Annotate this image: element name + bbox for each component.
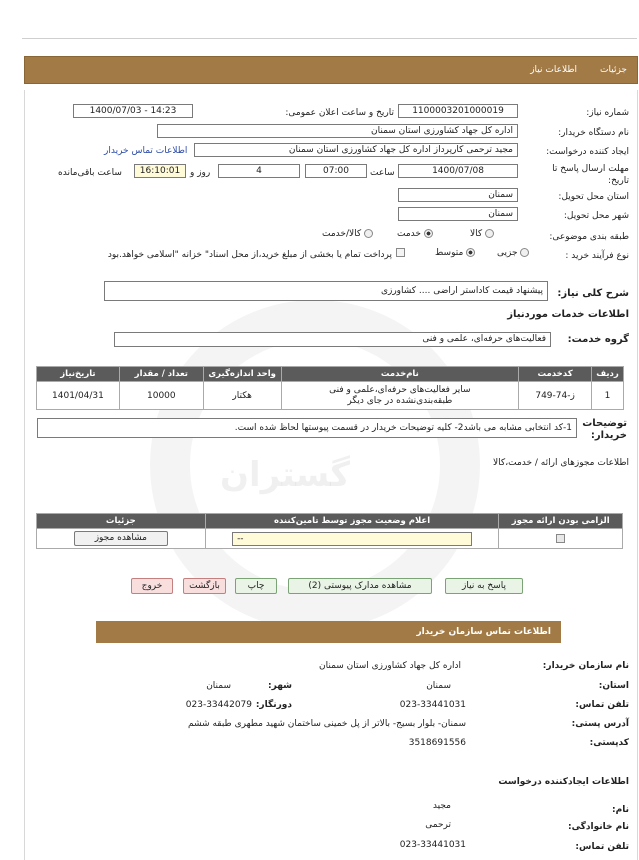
col-permit-details: جزئیات (37, 514, 206, 529)
contact-city-label: شهر: (268, 681, 292, 691)
contact-fax-value: 023-33442079 (185, 700, 252, 710)
province-field: سمنان (398, 188, 518, 202)
deadline-date-field: 1400/07/08 (398, 164, 518, 178)
time-label: ساعت (370, 168, 395, 178)
contact-org-label: نام سازمان خریدار: (542, 661, 629, 671)
permits-heading: اطلاعات مجوزهای ارائه / خدمت،کالا (493, 458, 629, 468)
cell-service-name: سایر فعالیت‌های حرفه‌ای،علمی و فنی طبقه‌بندی‌نشده در جای دیگر (281, 382, 519, 410)
purchase-small-radio[interactable] (520, 248, 529, 257)
days-field: 4 (218, 164, 300, 178)
payment-check-box[interactable] (396, 248, 405, 257)
cell-permit-status (205, 529, 499, 549)
contact-province-label: استان: (598, 681, 629, 691)
need-number-field: 1100003201000019 (398, 104, 518, 118)
purchase-option-small[interactable] (497, 248, 529, 258)
cell-need-date: 1401/04/31 (37, 382, 120, 410)
creator-field: مجید ترحمی کارپرداز اداره کل جهاد کشاورزی استان سمنان (194, 143, 518, 157)
permit-required-checkbox[interactable] (556, 534, 565, 543)
table-row (37, 382, 624, 410)
cell-permit-details (37, 529, 206, 549)
buyer-contact-link[interactable]: اطلاعات تماس خریدار (104, 146, 188, 156)
creator-name-value: مجید (432, 801, 451, 811)
contact-phone-label: تلفن تماس: (575, 700, 629, 710)
category-label: طبقه بندی موضوعی: (549, 232, 629, 242)
contact-city-value: سمنان (206, 681, 231, 691)
deadline-time-field: 07:00 (305, 164, 367, 178)
creator-name-label: نام: (612, 805, 629, 815)
creator-section-heading: اطلاعات ایجادکننده درخواست (498, 777, 629, 787)
attachments-button[interactable]: مشاهده مدارک پیوستی (2) (288, 578, 432, 594)
days-label: روز و (190, 168, 211, 178)
purchase-option-medium-label: متوسط (435, 248, 464, 258)
purchase-option-medium[interactable] (435, 248, 475, 258)
print-button[interactable]: چاپ (235, 578, 277, 594)
remaining-label: ساعت باقی‌مانده (58, 168, 122, 178)
header-bar (24, 56, 638, 84)
watermark-text: گستران (220, 455, 351, 495)
service-group-field: فعالیت‌های حرفه‌ای، علمی و فنی (114, 332, 551, 347)
col-row: ردیف (592, 367, 624, 382)
summary-title-field: پیشنهاد قیمت کاداستر اراضی .... کشاورزی (104, 281, 548, 301)
announce-label: تاریخ و ساعت اعلان عمومی: (285, 108, 394, 118)
cell-service-code: ز-74-749 (519, 382, 592, 410)
services-heading: اطلاعات خدمات مورد‌نیاز (507, 309, 629, 320)
creator-phone-value: 023-33441031 (399, 840, 466, 850)
permit-status-field[interactable]: -- (232, 532, 472, 546)
payment-note: پرداخت تمام یا بخشی از مبلغ خرید،از محل اسناد" خزانه "اسلامی خواهد.بود (107, 250, 392, 260)
service-group-label: گروه خدمت: (567, 334, 629, 345)
category-option-both-label: کالا/خدمت (322, 229, 362, 239)
tab-need-info[interactable]: اطلاعات نیاز (530, 65, 577, 75)
creator-family-label: نام خانوادگی: (567, 822, 629, 832)
exit-button[interactable]: خروج (131, 578, 173, 594)
contact-address-value: سمنان- بلوار بسیج- بالاتر از پل خمینی ساختمان شهید مطهری طبقه ششم (188, 719, 466, 729)
buyer-notes-field: 1-کد انتخابی مشابه می باشد2- کلیه توضیحات خریدار در قسمت پیوستها لحاظ شده است. (37, 418, 577, 438)
table-row (37, 529, 623, 549)
buyer-notes-label: توضیحات خریدار: (582, 418, 627, 441)
creator-family-value: ترحمی (425, 820, 451, 830)
payment-checkbox[interactable] (396, 248, 405, 258)
contact-postal-value: 3518691556 (408, 738, 466, 748)
col-quantity: تعداد / مقدار (119, 367, 203, 382)
contact-heading: اطلاعات تماس سازمان خریدار (96, 621, 561, 643)
services-table (36, 366, 624, 410)
need-number-label: شماره نیاز: (586, 108, 629, 118)
creator-phone-label: تلفن تماس: (575, 842, 629, 852)
contact-org-value: اداره کل جهاد کشاورزی استان سمنان (319, 661, 461, 671)
summary-title-label: شرح کلی نیاز: (557, 288, 629, 299)
col-need-date: تاریخ‌نیاز (37, 367, 120, 382)
category-option-service[interactable] (397, 229, 433, 239)
cell-permit-required (499, 529, 623, 549)
cell-unit: هکتار (203, 382, 281, 410)
top-divider (22, 38, 637, 39)
creator-label: ایجاد کننده درخواست: (546, 147, 629, 157)
tab-details[interactable]: جزئیات (600, 65, 627, 75)
contact-address-label: آدرس پستی: (571, 719, 629, 729)
province-label: استان محل تحویل: (558, 192, 629, 202)
contact-province-value: سمنان (426, 681, 451, 691)
reply-button[interactable]: پاسخ به نیاز (445, 578, 523, 594)
category-option-both[interactable] (322, 229, 373, 239)
purchase-medium-radio[interactable] (466, 248, 475, 257)
col-permit-status: اعلام وضعیت مجوز توسط تامین‌کننده (205, 514, 499, 529)
buyer-label: نام دستگاه خریدار: (558, 128, 629, 138)
col-permit-required: الزامی بودن ارائه مجوز (499, 514, 623, 529)
category-both-radio[interactable] (364, 229, 373, 238)
cell-quantity: 10000 (119, 382, 203, 410)
view-permit-button[interactable]: مشاهده مجوز (74, 531, 168, 546)
cell-row: 1 (592, 382, 624, 410)
contact-fax-label: دورنگار: (255, 700, 292, 710)
category-option-goods[interactable] (470, 229, 494, 239)
contact-postal-label: کدپستی: (589, 738, 629, 748)
col-service-code: کدخدمت (519, 367, 592, 382)
city-field: سمنان (398, 207, 518, 221)
announce-field: 1400/07/03 - 14:23 (73, 104, 193, 118)
category-option-service-label: خدمت (397, 229, 421, 239)
back-button[interactable]: بازگشت (183, 578, 226, 594)
category-option-goods-label: کالا (470, 229, 483, 239)
category-goods-radio[interactable] (485, 229, 494, 238)
purchase-label: نوع فرآیند خرید : (565, 251, 629, 261)
deadline-label: مهلت ارسال پاسخ تا تاریخ: (552, 164, 629, 186)
city-label: شهر محل تحویل: (563, 211, 629, 221)
permits-table (36, 513, 623, 549)
contact-phone-value: 023-33441031 (399, 700, 466, 710)
remaining-time-field: 16:10:01 (134, 164, 186, 178)
col-service-name: نام‌خدمت (281, 367, 519, 382)
category-service-radio[interactable] (424, 229, 433, 238)
purchase-option-small-label: جزیی (497, 248, 518, 258)
col-unit: واحد اندازه‌گیری (203, 367, 281, 382)
buyer-field: اداره کل جهاد کشاورزی استان سمنان (157, 124, 518, 138)
